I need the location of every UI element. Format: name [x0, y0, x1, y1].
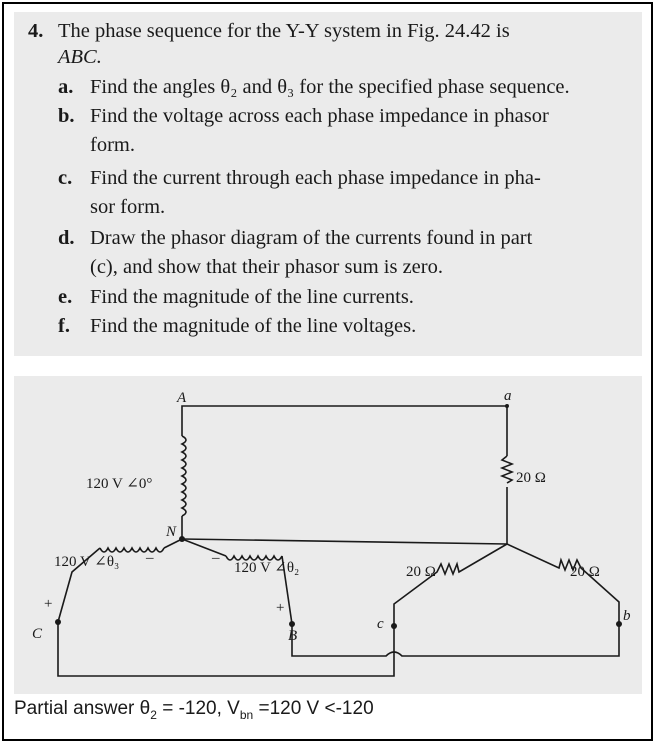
- problem-number: 4.: [28, 20, 44, 42]
- node-a-dot: [505, 404, 509, 408]
- node-b-dot: [616, 621, 622, 627]
- node-B-dot: [289, 621, 295, 627]
- label-node-c: c: [377, 616, 384, 632]
- label-node-B: B: [288, 628, 298, 644]
- source-C-coil: [100, 548, 164, 552]
- line-C-c: [58, 622, 394, 676]
- part-a-text: Find the angles θ₂ and θ₃ for the specified phase sequence.: [90, 76, 570, 98]
- part-b-letter: b.: [58, 105, 75, 127]
- load-b-arm: [507, 544, 619, 624]
- label-node-A: A: [177, 390, 187, 406]
- part-e-letter: e.: [58, 286, 73, 308]
- label-node-b: b: [623, 608, 631, 624]
- part-f-text: Find the magnitude of the line voltages.: [90, 315, 417, 337]
- label-minus-b: –: [212, 550, 220, 566]
- label-source-b: 120 V ∠θ₂: [234, 560, 300, 576]
- part-d-text: Draw the phasor diagram of the currents found in part: [90, 227, 533, 249]
- label-load-a: 20 Ω: [516, 470, 546, 486]
- neutral-line: [182, 539, 507, 544]
- label-node-N: N: [166, 524, 177, 540]
- part-c-text-cont: sor form.: [90, 196, 166, 218]
- label-node-C: C: [32, 626, 43, 642]
- label-source-c: 120 V ∠θ₃: [54, 554, 120, 570]
- y-y-circuit-diagram: [14, 376, 642, 694]
- label-plus-c: +: [44, 596, 53, 612]
- problem-stem-line1: The phase sequence for the Y-Y system in Fig. 24.42 is: [58, 20, 510, 42]
- part-b-text: Find the voltage across each phase impedance in phasor: [90, 105, 549, 127]
- label-load-c: 20 Ω: [406, 564, 436, 580]
- answer-v-sub: bn: [239, 707, 254, 722]
- part-c-letter: c.: [58, 167, 73, 189]
- circuit-figure: [14, 376, 642, 694]
- node-C-dot: [55, 619, 61, 625]
- label-node-a: a: [504, 388, 512, 404]
- answer-mid: = -120, V: [156, 698, 240, 719]
- line-A-a: [182, 406, 507, 456]
- part-a-letter: a.: [58, 76, 74, 98]
- load-c-arm: [394, 544, 507, 626]
- node-N-dot: [179, 536, 185, 542]
- part-d-text-cont: (c), and show that their phasor sum is zero.: [90, 256, 443, 278]
- page-frame: [2, 2, 653, 741]
- label-load-b: 20 Ω: [570, 564, 600, 580]
- answer-suffix: =120 V <-120: [253, 698, 374, 719]
- label-source-a: 120 V ∠0°: [86, 476, 153, 492]
- part-c-text: Find the current through each phase impedance in pha-: [90, 167, 541, 189]
- label-plus-b: +: [276, 600, 285, 616]
- problem-stem-line2: ABC.: [58, 46, 102, 68]
- part-d-letter: d.: [58, 227, 75, 249]
- load-a-resistor: [502, 456, 512, 483]
- answer-theta-sub: 2: [150, 707, 157, 722]
- problem-panel: [14, 12, 642, 356]
- source-A-coil: [182, 436, 186, 516]
- part-e-text: Find the magnitude of the line currents.: [90, 286, 414, 308]
- partial-answer: [14, 698, 374, 722]
- answer-prefix: Partial answer θ: [14, 698, 151, 719]
- node-c-dot: [391, 623, 397, 629]
- line-B-b: [292, 624, 619, 656]
- part-b-text-cont: form.: [90, 134, 135, 156]
- part-f-letter: f.: [58, 315, 70, 337]
- label-minus-c: –: [146, 550, 154, 566]
